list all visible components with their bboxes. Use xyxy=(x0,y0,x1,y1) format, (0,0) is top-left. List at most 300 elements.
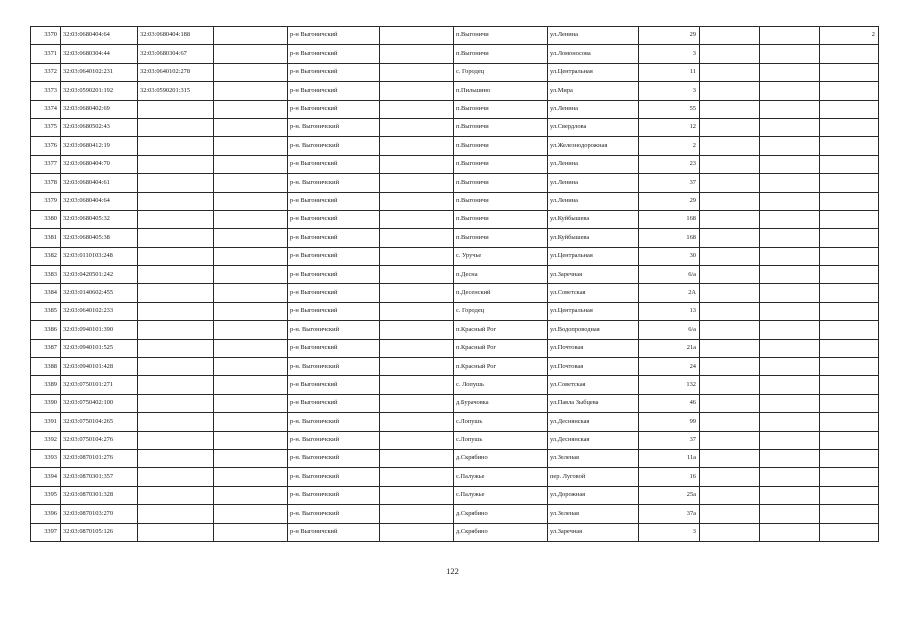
cell-empty-c xyxy=(700,266,760,284)
cell-empty-b xyxy=(380,266,454,284)
cell-settlement: п.Пильшино xyxy=(454,82,548,100)
table-row xyxy=(31,376,879,394)
cell-extra xyxy=(820,468,879,486)
cell-extra xyxy=(820,247,879,265)
cell-empty-b xyxy=(380,192,454,210)
cell-cadastral-number: 32:03:0750104:265 xyxy=(61,413,138,431)
cell-empty-d xyxy=(760,247,820,265)
cell-street: ул.Ленина xyxy=(548,192,639,210)
cell-settlement: п.Красный Рог xyxy=(454,358,548,376)
cell-house-number: 37а xyxy=(639,505,700,523)
cell-district: р-н Выгоничский xyxy=(288,376,380,394)
cell-district: р-н. Выгоничский xyxy=(288,449,380,467)
cell-empty-b xyxy=(380,302,454,320)
cell-empty-c xyxy=(700,358,760,376)
cell-row-number: 3377 xyxy=(31,155,61,173)
cell-empty-a xyxy=(214,229,288,247)
cell-street: ул.Ленина xyxy=(548,174,639,192)
cell-empty-a xyxy=(214,339,288,357)
cell-related-cadastral-number: 32:03:0590201:315 xyxy=(138,82,214,100)
cell-empty-a xyxy=(214,266,288,284)
table-row xyxy=(31,321,879,339)
cell-empty-c xyxy=(700,394,760,412)
cell-house-number: 99 xyxy=(639,413,700,431)
cell-street: ул.Центральная xyxy=(548,247,639,265)
cell-district: р-н Выгоничский xyxy=(288,284,380,302)
cell-extra xyxy=(820,302,879,320)
cell-empty-b xyxy=(380,229,454,247)
cell-settlement: п.Выгоничи xyxy=(454,137,548,155)
cell-settlement: п.Выгоничи xyxy=(454,27,548,45)
cell-street: ул.Ломоносова xyxy=(548,45,639,63)
cell-settlement: п.Десна xyxy=(454,266,548,284)
cell-empty-d xyxy=(760,284,820,302)
cell-empty-c xyxy=(700,523,760,541)
cell-cadastral-number: 32:03:0680402:69 xyxy=(61,100,138,118)
cell-empty-b xyxy=(380,376,454,394)
cell-house-number: 24 xyxy=(639,358,700,376)
cell-related-cadastral-number xyxy=(138,302,214,320)
cell-empty-a xyxy=(214,505,288,523)
cell-settlement: с. Городец xyxy=(454,302,548,320)
cell-house-number: 13 xyxy=(639,302,700,320)
cell-empty-a xyxy=(214,63,288,81)
cell-street: ул.Почтовая xyxy=(548,358,639,376)
cell-extra xyxy=(820,394,879,412)
cell-street: ул.Ленина xyxy=(548,155,639,173)
cell-empty-d xyxy=(760,137,820,155)
cell-house-number: 37 xyxy=(639,174,700,192)
table-row xyxy=(31,394,879,412)
cell-empty-b xyxy=(380,118,454,136)
cell-extra xyxy=(820,431,879,449)
cell-settlement: п.Выгоничи xyxy=(454,155,548,173)
cell-empty-b xyxy=(380,358,454,376)
cell-empty-c xyxy=(700,449,760,467)
cell-related-cadastral-number xyxy=(138,339,214,357)
cell-extra xyxy=(820,210,879,228)
cell-empty-d xyxy=(760,431,820,449)
cell-district: р-н Выгоничский xyxy=(288,100,380,118)
cell-settlement: п.Десенский xyxy=(454,284,548,302)
cell-row-number: 3372 xyxy=(31,63,61,81)
cell-street: ул.Заречная xyxy=(548,266,639,284)
cell-empty-a xyxy=(214,321,288,339)
cell-row-number: 3394 xyxy=(31,468,61,486)
cell-row-number: 3378 xyxy=(31,174,61,192)
cell-district: р-н. Выгоничский xyxy=(288,358,380,376)
cell-row-number: 3382 xyxy=(31,247,61,265)
cell-empty-b xyxy=(380,321,454,339)
cell-cadastral-number: 32:03:0680404:61 xyxy=(61,174,138,192)
cell-extra xyxy=(820,118,879,136)
cell-settlement: п.Красный Рог xyxy=(454,321,548,339)
cell-cadastral-number: 32:03:0110103:248 xyxy=(61,247,138,265)
cell-empty-b xyxy=(380,63,454,81)
cell-district: р-н Выгоничский xyxy=(288,266,380,284)
cell-related-cadastral-number xyxy=(138,505,214,523)
cell-empty-c xyxy=(700,63,760,81)
cell-cadastral-number: 32:03:0140602:455 xyxy=(61,284,138,302)
cell-row-number: 3376 xyxy=(31,137,61,155)
cell-cadastral-number: 32:03:0870105:126 xyxy=(61,523,138,541)
cell-street: ул.Ленина xyxy=(548,27,639,45)
cell-row-number: 3395 xyxy=(31,486,61,504)
cell-related-cadastral-number xyxy=(138,486,214,504)
cell-extra xyxy=(820,63,879,81)
table-body xyxy=(31,27,879,542)
cell-district: р-н Выгоничский xyxy=(288,82,380,100)
cell-empty-a xyxy=(214,82,288,100)
cell-related-cadastral-number xyxy=(138,358,214,376)
cell-empty-b xyxy=(380,100,454,118)
table-row xyxy=(31,431,879,449)
cell-cadastral-number: 32:03:0940101:525 xyxy=(61,339,138,357)
cell-house-number: 21а xyxy=(639,339,700,357)
cell-house-number: 37 xyxy=(639,431,700,449)
cell-settlement: с.Палужье xyxy=(454,486,548,504)
table-row xyxy=(31,449,879,467)
cell-row-number: 3387 xyxy=(31,339,61,357)
cell-empty-a xyxy=(214,413,288,431)
cell-empty-d xyxy=(760,339,820,357)
cell-house-number: 6/а xyxy=(639,266,700,284)
cell-street: ул.Свердлова xyxy=(548,118,639,136)
cell-empty-c xyxy=(700,413,760,431)
cell-cadastral-number: 32:03:0640102:231 xyxy=(61,63,138,81)
cell-district: р-н Выгоничский xyxy=(288,155,380,173)
cell-related-cadastral-number xyxy=(138,155,214,173)
cell-extra xyxy=(820,137,879,155)
cell-row-number: 3383 xyxy=(31,266,61,284)
cell-district: р-н. Выгоничский xyxy=(288,413,380,431)
cell-empty-b xyxy=(380,394,454,412)
cell-related-cadastral-number: 32:03:0680404:188 xyxy=(138,27,214,45)
cell-empty-a xyxy=(214,358,288,376)
cell-extra xyxy=(820,174,879,192)
cell-cadastral-number: 32:03:0680404:64 xyxy=(61,27,138,45)
cell-settlement: д.Скрябино xyxy=(454,523,548,541)
cell-street: ул.Деснянская xyxy=(548,413,639,431)
cell-row-number: 3384 xyxy=(31,284,61,302)
registry-table xyxy=(30,26,879,542)
cell-empty-c xyxy=(700,210,760,228)
cell-cadastral-number: 32:03:0590201:192 xyxy=(61,82,138,100)
cell-empty-a xyxy=(214,284,288,302)
cell-settlement: д.Бурачовка xyxy=(454,394,548,412)
cell-settlement: с. Городец xyxy=(454,63,548,81)
cell-related-cadastral-number xyxy=(138,247,214,265)
cell-empty-a xyxy=(214,174,288,192)
cell-empty-c xyxy=(700,284,760,302)
cell-district: р-н Выгоничский xyxy=(288,394,380,412)
cell-extra xyxy=(820,376,879,394)
table-row xyxy=(31,339,879,357)
cell-district: р-н. Выгоничский xyxy=(288,431,380,449)
cell-empty-c xyxy=(700,174,760,192)
cell-empty-c xyxy=(700,229,760,247)
cell-house-number: 168 xyxy=(639,229,700,247)
cell-row-number: 3390 xyxy=(31,394,61,412)
cell-street: ул.Железнодорожная xyxy=(548,137,639,155)
cell-empty-d xyxy=(760,155,820,173)
cell-district: р-н Выгоничский xyxy=(288,210,380,228)
cell-empty-a xyxy=(214,137,288,155)
table-row xyxy=(31,468,879,486)
cell-house-number: 12 xyxy=(639,118,700,136)
cell-extra xyxy=(820,100,879,118)
cell-street: ул.Павла Зыбцева xyxy=(548,394,639,412)
cell-settlement: п.Выгоничи xyxy=(454,229,548,247)
cell-house-number: 3 xyxy=(639,82,700,100)
cell-empty-d xyxy=(760,192,820,210)
cell-street: ул.Заречная xyxy=(548,523,639,541)
cell-related-cadastral-number xyxy=(138,137,214,155)
cell-settlement: с.Лопушь xyxy=(454,413,548,431)
cell-street: ул.Деснянская xyxy=(548,431,639,449)
cell-extra xyxy=(820,486,879,504)
table-row xyxy=(31,505,879,523)
cell-cadastral-number: 32:03:0870103:270 xyxy=(61,505,138,523)
cell-cadastral-number: 32:03:0750104:276 xyxy=(61,431,138,449)
cell-settlement: с. Уручье xyxy=(454,247,548,265)
cell-settlement: п.Выгоничи xyxy=(454,174,548,192)
table-row xyxy=(31,174,879,192)
cell-empty-b xyxy=(380,339,454,357)
cell-street: ул.Мира xyxy=(548,82,639,100)
cell-row-number: 3375 xyxy=(31,118,61,136)
table-row xyxy=(31,523,879,541)
cell-empty-a xyxy=(214,45,288,63)
cell-district: р-н. Выгоничский xyxy=(288,321,380,339)
cell-row-number: 3385 xyxy=(31,302,61,320)
table-row xyxy=(31,63,879,81)
cell-related-cadastral-number xyxy=(138,321,214,339)
cell-row-number: 3379 xyxy=(31,192,61,210)
cell-related-cadastral-number xyxy=(138,431,214,449)
cell-district: р-н Выгоничский xyxy=(288,302,380,320)
cell-cadastral-number: 32:03:0420501:242 xyxy=(61,266,138,284)
cell-empty-d xyxy=(760,376,820,394)
cell-cadastral-number: 32:03:0680412:19 xyxy=(61,137,138,155)
cell-related-cadastral-number xyxy=(138,192,214,210)
cell-empty-b xyxy=(380,505,454,523)
cell-row-number: 3380 xyxy=(31,210,61,228)
cell-house-number: 3 xyxy=(639,523,700,541)
table-row xyxy=(31,137,879,155)
cell-district: р-н Выгоничский xyxy=(288,45,380,63)
cell-empty-b xyxy=(380,431,454,449)
cell-empty-d xyxy=(760,118,820,136)
cell-settlement: с. Лопушь xyxy=(454,376,548,394)
cell-empty-d xyxy=(760,449,820,467)
cell-house-number: 30 xyxy=(639,247,700,265)
cell-empty-c xyxy=(700,118,760,136)
cell-row-number: 3393 xyxy=(31,449,61,467)
table-row xyxy=(31,266,879,284)
cell-empty-d xyxy=(760,63,820,81)
table-row xyxy=(31,486,879,504)
cell-street: ул.Ленина xyxy=(548,100,639,118)
cell-house-number: 25а xyxy=(639,486,700,504)
cell-empty-a xyxy=(214,394,288,412)
cell-street: ул.Советская xyxy=(548,376,639,394)
cell-cadastral-number: 32:03:0870301:328 xyxy=(61,486,138,504)
cell-district: р-н Выгоничский xyxy=(288,339,380,357)
cell-empty-d xyxy=(760,174,820,192)
cell-street: ул.Водопроводная xyxy=(548,321,639,339)
cell-empty-c xyxy=(700,45,760,63)
cell-empty-b xyxy=(380,174,454,192)
cell-district: р-н Выгоничский xyxy=(288,523,380,541)
cell-street: ул.Дорожная xyxy=(548,486,639,504)
cell-empty-b xyxy=(380,27,454,45)
cell-house-number: 2А xyxy=(639,284,700,302)
cell-related-cadastral-number xyxy=(138,100,214,118)
cell-empty-c xyxy=(700,468,760,486)
cell-house-number: 11 xyxy=(639,63,700,81)
cell-empty-d xyxy=(760,486,820,504)
cell-cadastral-number: 32:03:0750101:271 xyxy=(61,376,138,394)
cell-empty-d xyxy=(760,45,820,63)
cell-empty-b xyxy=(380,137,454,155)
cell-empty-d xyxy=(760,229,820,247)
cell-street: ул.Центральная xyxy=(548,63,639,81)
cell-empty-b xyxy=(380,468,454,486)
cell-empty-b xyxy=(380,247,454,265)
cell-house-number: 11а xyxy=(639,449,700,467)
cell-empty-a xyxy=(214,118,288,136)
table-row xyxy=(31,284,879,302)
cell-related-cadastral-number xyxy=(138,468,214,486)
cell-empty-b xyxy=(380,523,454,541)
table-row xyxy=(31,229,879,247)
cell-empty-a xyxy=(214,523,288,541)
cell-empty-c xyxy=(700,247,760,265)
cell-row-number: 3370 xyxy=(31,27,61,45)
cell-district: р-н Выгоничский xyxy=(288,192,380,210)
cell-extra xyxy=(820,358,879,376)
cell-empty-d xyxy=(760,523,820,541)
table-row xyxy=(31,302,879,320)
cell-row-number: 3389 xyxy=(31,376,61,394)
cell-cadastral-number: 32:03:0870301:357 xyxy=(61,468,138,486)
cell-extra xyxy=(820,266,879,284)
cell-extra xyxy=(820,155,879,173)
table-row xyxy=(31,358,879,376)
cell-extra xyxy=(820,321,879,339)
cell-empty-c xyxy=(700,376,760,394)
cell-row-number: 3396 xyxy=(31,505,61,523)
cell-settlement: п.Выгоничи xyxy=(454,210,548,228)
cell-district: р-н. Выгоничский xyxy=(288,137,380,155)
cell-row-number: 3391 xyxy=(31,413,61,431)
table-row xyxy=(31,413,879,431)
cell-house-number: 29 xyxy=(639,192,700,210)
cell-empty-a xyxy=(214,247,288,265)
cell-related-cadastral-number xyxy=(138,394,214,412)
cell-empty-d xyxy=(760,505,820,523)
cell-empty-d xyxy=(760,27,820,45)
cell-settlement: д.Скрябино xyxy=(454,449,548,467)
cell-extra xyxy=(820,45,879,63)
cell-empty-b xyxy=(380,449,454,467)
cell-related-cadastral-number: 32:03:0680304:67 xyxy=(138,45,214,63)
table-row xyxy=(31,82,879,100)
cell-row-number: 3388 xyxy=(31,358,61,376)
cell-empty-a xyxy=(214,468,288,486)
table-row xyxy=(31,27,879,45)
cell-row-number: 3392 xyxy=(31,431,61,449)
cell-cadastral-number: 32:03:0870101:276 xyxy=(61,449,138,467)
cell-empty-c xyxy=(700,321,760,339)
cell-empty-d xyxy=(760,394,820,412)
cell-district: р-н. Выгоничский xyxy=(288,468,380,486)
cell-street: ул.Куйбышева xyxy=(548,210,639,228)
cell-street: ул.Зеленая xyxy=(548,449,639,467)
cell-street: ул.Центральная xyxy=(548,302,639,320)
cell-house-number: 29 xyxy=(639,27,700,45)
cell-district: р-н Выгоничский xyxy=(288,247,380,265)
cell-related-cadastral-number: 32:03:0640102:278 xyxy=(138,63,214,81)
cell-empty-b xyxy=(380,82,454,100)
table-row xyxy=(31,155,879,173)
cell-cadastral-number: 32:03:0640102:233 xyxy=(61,302,138,320)
cell-street: пер. Луговой xyxy=(548,468,639,486)
cell-district: р-н. Выгоничский xyxy=(288,505,380,523)
cell-related-cadastral-number xyxy=(138,449,214,467)
table-row xyxy=(31,192,879,210)
cell-house-number: 55 xyxy=(639,100,700,118)
cell-settlement: с.Палужье xyxy=(454,468,548,486)
page-number: 122 xyxy=(446,566,459,576)
cell-settlement: п.Выгоничи xyxy=(454,118,548,136)
cell-related-cadastral-number xyxy=(138,523,214,541)
cell-extra xyxy=(820,192,879,210)
cell-extra xyxy=(820,505,879,523)
cell-extra xyxy=(820,284,879,302)
cell-cadastral-number: 32:03:0680405:32 xyxy=(61,210,138,228)
cell-district: р-н. Выгоничский xyxy=(288,118,380,136)
cell-related-cadastral-number xyxy=(138,284,214,302)
cell-related-cadastral-number xyxy=(138,210,214,228)
cell-empty-c xyxy=(700,137,760,155)
cell-street: ул.Куйбышева xyxy=(548,229,639,247)
cell-related-cadastral-number xyxy=(138,118,214,136)
cell-extra xyxy=(820,413,879,431)
table-row xyxy=(31,210,879,228)
cell-related-cadastral-number xyxy=(138,229,214,247)
cell-house-number: 2 xyxy=(639,137,700,155)
cell-row-number: 3386 xyxy=(31,321,61,339)
table-row xyxy=(31,100,879,118)
cell-empty-c xyxy=(700,486,760,504)
cell-related-cadastral-number xyxy=(138,266,214,284)
cell-empty-c xyxy=(700,192,760,210)
cell-cadastral-number: 32:03:0750402:100 xyxy=(61,394,138,412)
cell-district: р-н Выгоничский xyxy=(288,229,380,247)
cell-settlement: п.Выгоничи xyxy=(454,45,548,63)
cell-empty-d xyxy=(760,82,820,100)
cell-extra: 2 xyxy=(820,27,879,45)
cell-empty-a xyxy=(214,431,288,449)
cell-cadastral-number: 32:03:0940101:390 xyxy=(61,321,138,339)
cell-settlement: п.Выгоничи xyxy=(454,100,548,118)
cell-row-number: 3371 xyxy=(31,45,61,63)
cell-cadastral-number: 32:03:0680404:64 xyxy=(61,192,138,210)
cell-cadastral-number: 32:03:0680404:70 xyxy=(61,155,138,173)
cell-empty-a xyxy=(214,27,288,45)
